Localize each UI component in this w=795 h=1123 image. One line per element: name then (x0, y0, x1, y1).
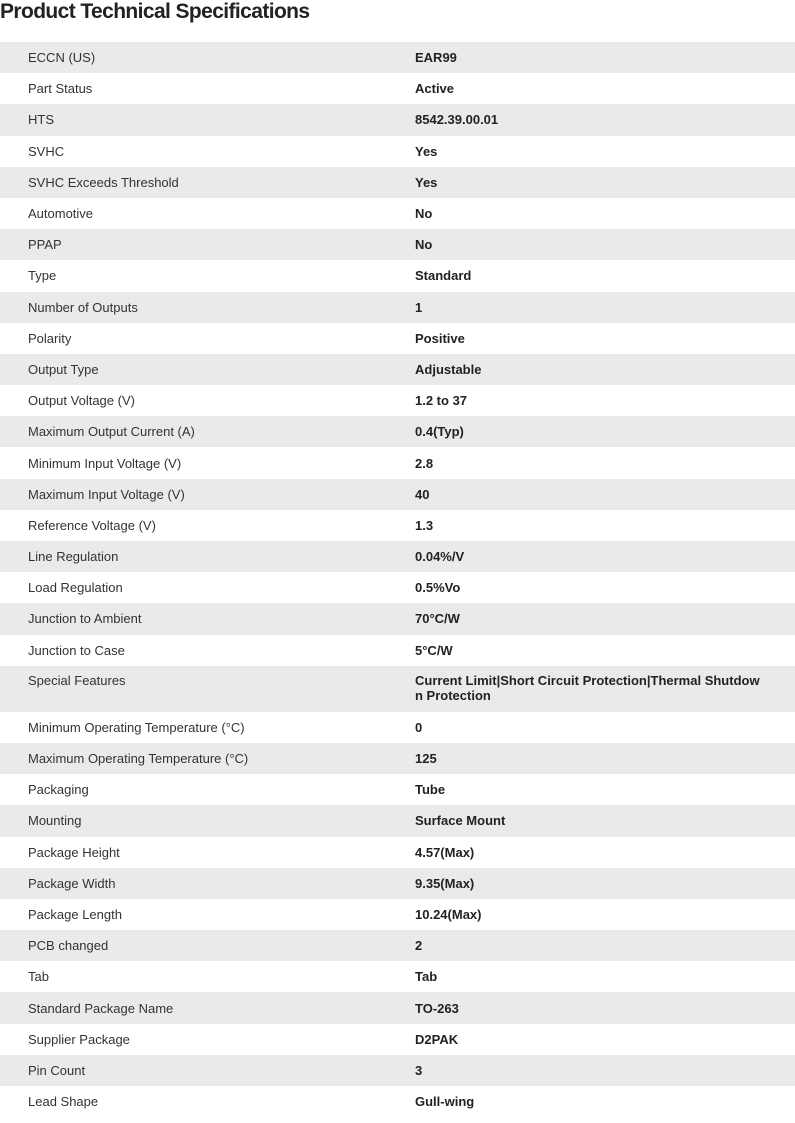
spec-row (0, 774, 795, 805)
spec-label: Pin Count (28, 1062, 86, 1078)
spec-label: SVHC (28, 143, 65, 159)
spec-row (0, 603, 795, 634)
spec-value: 1 (415, 299, 423, 315)
spec-value: TO-263 (415, 1000, 459, 1016)
spec-row (0, 447, 795, 478)
spec-label: HTS (28, 112, 54, 128)
spec-row (0, 572, 795, 603)
page-title: Product Technical Specifications (0, 0, 310, 23)
spec-label: Automotive (28, 206, 94, 222)
spec-label: Tab (28, 969, 49, 985)
spec-value: Tube (415, 782, 446, 798)
spec-value: 10.24(Max) (415, 906, 482, 922)
spec-value: Current Limit|Short Circuit Protection|Thermal Shutdown Protection (415, 672, 760, 703)
spec-row (0, 635, 795, 666)
spec-value: 1.3 (415, 517, 434, 533)
spec-value: 2 (415, 938, 423, 954)
spec-row (0, 416, 795, 447)
spec-value: Active (415, 81, 455, 97)
spec-label: Package Length (28, 906, 122, 922)
spec-row (0, 104, 795, 135)
spec-row (0, 541, 795, 572)
spec-label: Minimum Operating Temperature (°C) (28, 719, 245, 735)
spec-row (0, 899, 795, 930)
spec-row (0, 42, 795, 73)
spec-value: Adjustable (415, 361, 482, 377)
spec-row (0, 354, 795, 385)
spec-label: Junction to Ambient (28, 611, 142, 627)
spec-row (0, 743, 795, 774)
spec-label: Standard Package Name (28, 1000, 174, 1016)
spec-label: Polarity (28, 330, 72, 346)
spec-value: 40 (415, 486, 430, 502)
spec-value: 70°C/W (415, 611, 460, 627)
spec-value: 5°C/W (415, 642, 453, 658)
spec-value: 8542.39.00.01 (415, 112, 499, 128)
spec-label: Output Voltage (V) (28, 393, 135, 409)
spec-row (0, 167, 795, 198)
spec-row (0, 837, 795, 868)
spec-label: Package Height (28, 844, 120, 860)
spec-label: Lead Shape (28, 1094, 99, 1110)
spec-value: 4.57(Max) (415, 844, 475, 860)
spec-label: Number of Outputs (28, 299, 138, 315)
spec-row (0, 323, 795, 354)
spec-row (0, 479, 795, 510)
spec-label: Reference Voltage (V) (28, 517, 156, 533)
spec-value: No (415, 206, 433, 222)
spec-value: EAR99 (415, 50, 457, 66)
spec-value: 125 (415, 751, 437, 767)
spec-label: PPAP (28, 237, 62, 253)
spec-value: 0.5%Vo (415, 580, 461, 596)
spec-label: Mounting (28, 813, 82, 829)
spec-label: Special Features (28, 672, 126, 688)
spec-value: Positive (415, 330, 465, 346)
spec-label: Maximum Input Voltage (V) (28, 486, 185, 502)
spec-label: Load Regulation (28, 580, 123, 596)
spec-row (0, 992, 795, 1023)
spec-value: 3 (415, 1062, 423, 1078)
spec-row (0, 930, 795, 961)
spec-label: ECCN (US) (28, 50, 96, 66)
spec-label: Supplier Package (28, 1031, 130, 1047)
spec-value: Surface Mount (415, 813, 506, 829)
spec-row (0, 198, 795, 229)
spec-value: 0.04%/V (415, 549, 465, 565)
spec-row (0, 73, 795, 104)
spec-value: No (415, 237, 433, 253)
spec-label: Minimum Input Voltage (V) (28, 455, 182, 471)
spec-value: Yes (415, 143, 438, 159)
spec-row (0, 1055, 795, 1086)
spec-label: Part Status (28, 81, 93, 97)
spec-row (0, 292, 795, 323)
spec-table (0, 42, 795, 1117)
spec-value: D2PAK (415, 1031, 459, 1047)
spec-row (0, 229, 795, 260)
spec-value: 2.8 (415, 455, 434, 471)
spec-row (0, 260, 795, 291)
spec-label: SVHC Exceeds Threshold (28, 174, 179, 190)
spec-label: Maximum Output Current (A) (28, 424, 195, 440)
spec-label: Packaging (28, 782, 89, 798)
spec-label: Type (28, 268, 57, 284)
spec-value: 0 (415, 719, 423, 735)
spec-label: PCB changed (28, 938, 109, 954)
spec-row (0, 961, 795, 992)
spec-row (0, 385, 795, 416)
spec-row (0, 868, 795, 899)
spec-value: 9.35(Max) (415, 875, 475, 891)
spec-value: Yes (415, 174, 438, 190)
spec-row (0, 1024, 795, 1055)
spec-row (0, 712, 795, 743)
spec-row (0, 805, 795, 836)
spec-value: Gull-wing (415, 1094, 475, 1110)
spec-label: Junction to Case (28, 642, 125, 658)
spec-row (0, 1086, 795, 1117)
spec-label: Maximum Operating Temperature (°C) (28, 751, 249, 767)
spec-value: 1.2 to 37 (415, 393, 468, 409)
spec-value: 0.4(Typ) (415, 424, 464, 440)
spec-value: Tab (415, 969, 438, 985)
spec-row (0, 136, 795, 167)
spec-row (0, 666, 795, 712)
spec-row (0, 510, 795, 541)
spec-table-body (0, 42, 795, 1117)
spec-label: Output Type (28, 361, 99, 377)
spec-value: Standard (415, 268, 472, 284)
spec-label: Package Width (28, 875, 116, 891)
spec-label: Line Regulation (28, 549, 119, 565)
